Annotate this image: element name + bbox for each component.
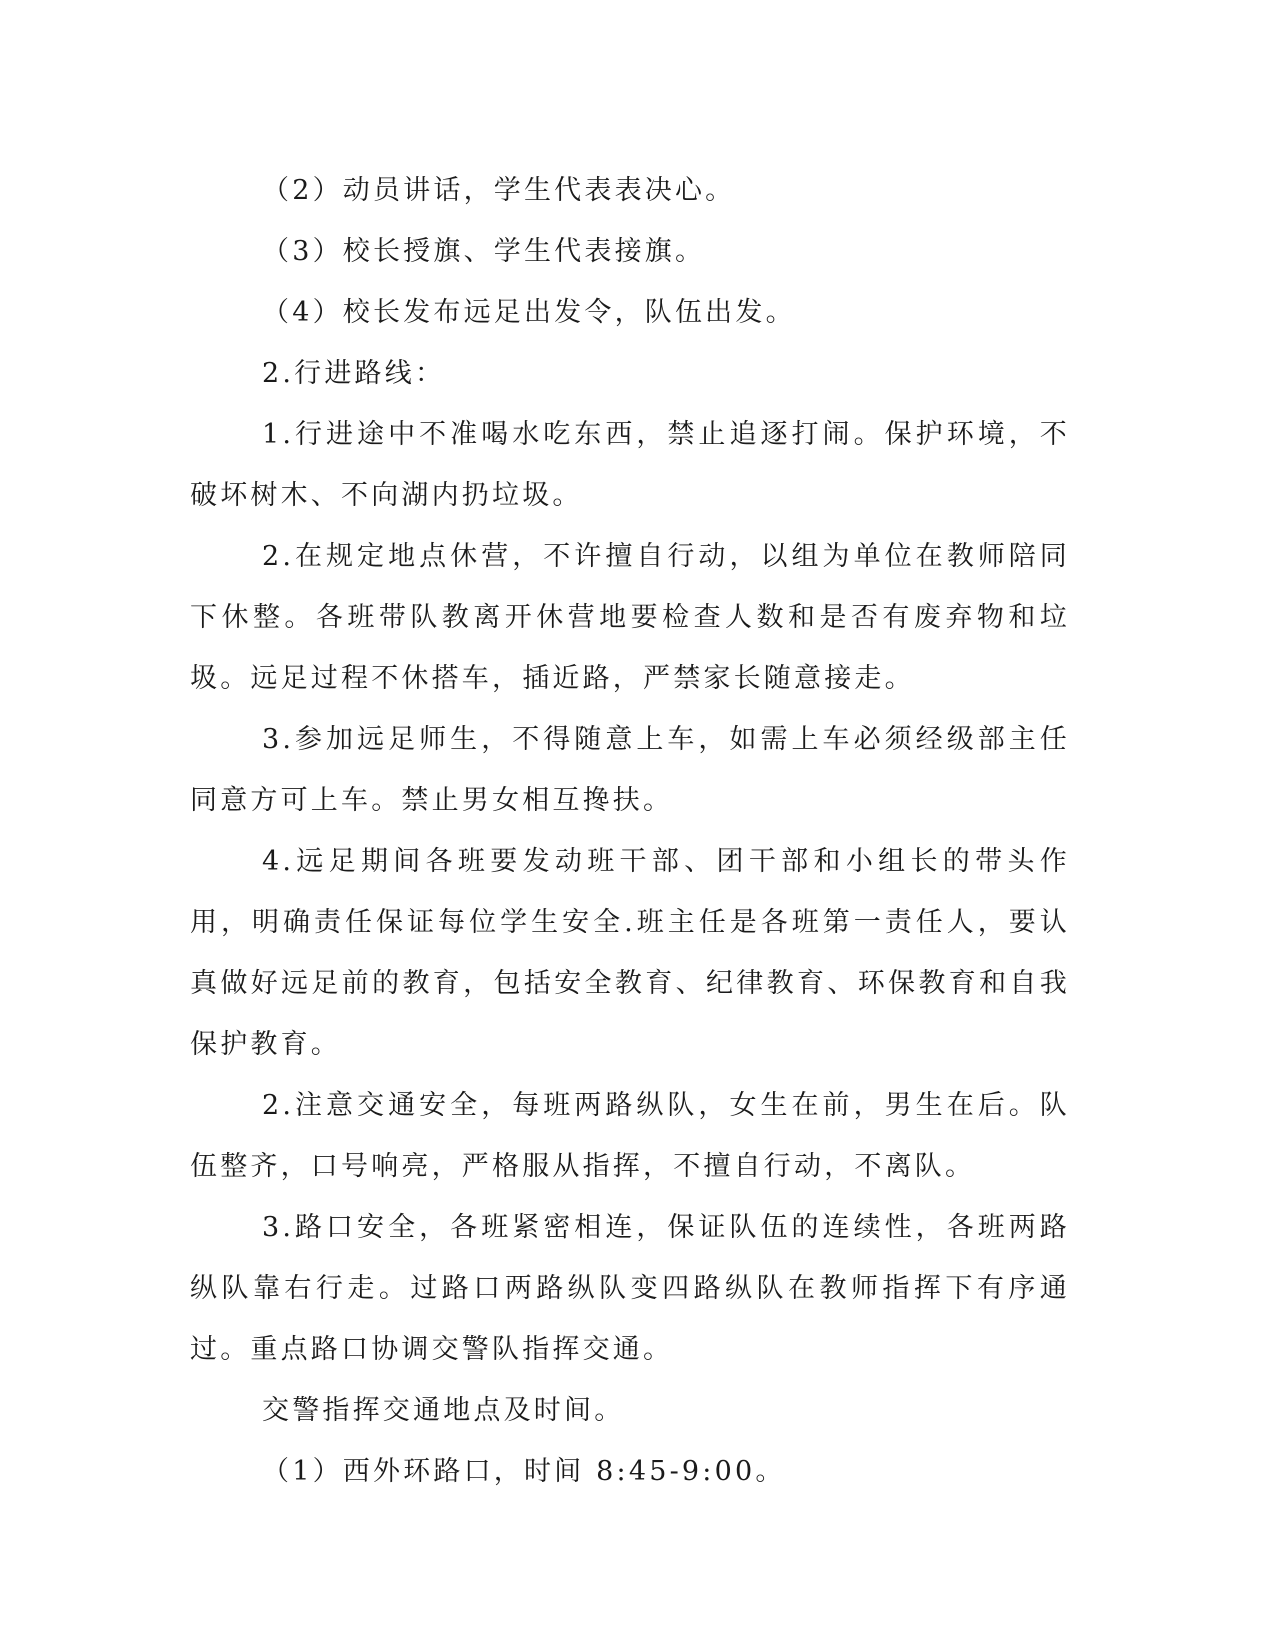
paragraph-traffic-safety: 2.注意交通安全，每班两路纵队，女生在前，男生在后。队伍整齐，口号响亮，严格服从指挥，不擅自行动，不离队。 [190,1090,1070,1182]
document-body [190,160,1070,1502]
paragraph-rule-2: 2.在规定地点休营，不许擅自行动，以组为单位在教师陪同下休整。各班带队教离开休营地要检查人数和是否有废弃物和垃圾。远足过程不休搭车，插近路，严禁家长随意接走。 [190,541,1070,694]
paragraph-step-3: （3）校长授旗、学生代表接旗。 [262,236,706,267]
paragraph-intersection-safety: 3.路口安全，各班紧密相连，保证队伍的连续性，各班两路纵队靠右行走。过路口两路纵队变四路纵队在教师指挥下有序通过。重点路口协调交警队指挥交通。 [190,1212,1070,1365]
paragraph-location-1: （1）西外环路口，时间 8:45-9:00。 [262,1456,786,1487]
paragraph-traffic-police: 交警指挥交通地点及时间。 [262,1395,625,1426]
paragraph-rule-4: 4.远足期间各班要发动班干部、团干部和小组长的带头作用，明确责任保证每位学生安全.班主任是各班第一责任人，要认真做好远足前的教育，包括安全教育、纪律教育、环保教育和自我保护教育。 [190,846,1070,1060]
paragraph-rule-1: 1.行进途中不准喝水吃东西，禁止追逐打闹。保护环境，不破坏树木、不向湖内扔垃圾。 [190,419,1070,511]
paragraph-step-4: （4）校长发布远足出发令，队伍出发。 [262,297,796,328]
section-heading-route: 2.行进路线： [262,358,446,389]
paragraph-rule-3: 3.参加远足师生，不得随意上车，如需上车必须经级部主任同意方可上车。禁止男女相互搀扶。 [190,724,1070,816]
paragraph-step-2: （2）动员讲话，学生代表表决心。 [262,175,736,206]
